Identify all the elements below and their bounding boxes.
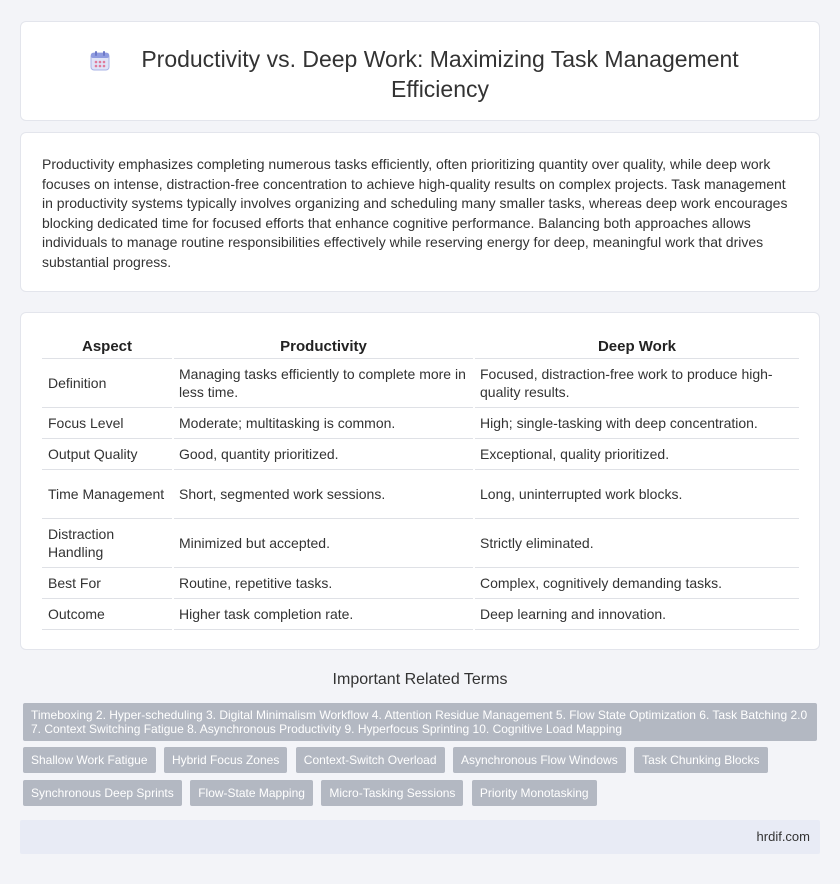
cell-productivity: Routine, repetitive tasks. — [173, 567, 474, 598]
related-term-tag[interactable]: Hybrid Focus Zones — [164, 747, 287, 773]
table-row — [42, 407, 799, 438]
cell-aspect: Best For — [42, 567, 173, 598]
cell-deep-work: High; single-tasking with deep concentration. — [474, 407, 799, 438]
related-term-tag[interactable]: Micro-Tasking Sessions — [321, 780, 463, 806]
related-term-tag[interactable]: Context-Switch Overload — [296, 747, 445, 773]
related-term-tag[interactable]: Timeboxing 2. Hyper-scheduling 3. Digital Minimalism Workflow 4. Attention Residue Management 5. Flow State Optimization 6. Task Batching 2.0 7. Context Switching Fatigue 8. Asynchronous Productivity 9. Hyperfocus Sprinting 10. Cognitive Load Mapping — [23, 703, 817, 741]
cell-aspect: Outcome — [42, 598, 173, 629]
table-row — [42, 518, 799, 567]
related-term-tag[interactable]: Synchronous Deep Sprints — [23, 780, 182, 806]
cell-deep-work: Long, uninterrupted work blocks. — [474, 469, 799, 518]
table-row — [42, 438, 799, 469]
intro-paragraph: Productivity emphasizes completing numerous tasks efficiently, often prioritizing quantity over quality, while deep work focuses on intense, distraction-free concentration to achieve high-quality results on complex projects. Task management in productivity systems typically involves organizing and scheduling many smaller tasks, whereas deep work encourages blocking dedicated time for focused efforts that enhance cognitive performance. Balancing both approaches allows individuals to manage routine responsibilities effectively while reserving energy for deep, meaningful work that drives substantial progress. — [42, 156, 788, 270]
related-term-tag[interactable]: Asynchronous Flow Windows — [453, 747, 626, 773]
related-terms-list — [23, 703, 819, 813]
related-term-tag[interactable]: Priority Monotasking — [472, 780, 597, 806]
related-term-tag[interactable]: Shallow Work Fatigue — [23, 747, 156, 773]
header-productivity: Productivity — [173, 334, 474, 358]
cell-deep-work: Exceptional, quality prioritized. — [474, 438, 799, 469]
title-card — [20, 21, 820, 121]
footer — [20, 820, 820, 854]
table-row — [42, 598, 799, 629]
header-deep-work: Deep Work — [474, 334, 799, 358]
cell-aspect: Output Quality — [42, 438, 173, 469]
intro-card — [20, 132, 820, 292]
table-row — [42, 567, 799, 598]
cell-aspect: Focus Level — [42, 407, 173, 438]
comparison-table — [42, 334, 799, 630]
cell-deep-work: Deep learning and innovation. — [474, 598, 799, 629]
cell-productivity: Short, segmented work sessions. — [173, 469, 474, 518]
related-term-tag[interactable]: Flow-State Mapping — [190, 780, 313, 806]
related-terms-heading: Important Related Terms — [332, 671, 508, 688]
table-row — [42, 358, 799, 407]
cell-deep-work: Focused, distraction-free work to produce high-quality results. — [474, 358, 799, 407]
cell-deep-work: Strictly eliminated. — [474, 518, 799, 567]
cell-productivity: Managing tasks efficiently to complete more in less time. — [173, 358, 474, 407]
cell-aspect: Distraction Handling — [42, 518, 173, 567]
cell-aspect: Definition — [42, 358, 173, 407]
page-title: Productivity vs. Deep Work: Maximizing Task Management Efficiency — [141, 46, 739, 102]
related-term-tag[interactable]: Task Chunking Blocks — [634, 747, 767, 773]
cell-productivity: Higher task completion rate. — [173, 598, 474, 629]
cell-productivity: Good, quantity prioritized. — [173, 438, 474, 469]
table-header-row — [42, 334, 799, 358]
cell-productivity: Moderate; multitasking is common. — [173, 407, 474, 438]
cell-aspect: Time Management — [42, 469, 173, 518]
table-row — [42, 469, 799, 518]
cell-productivity: Minimized but accepted. — [173, 518, 474, 567]
cell-deep-work: Complex, cognitively demanding tasks. — [474, 567, 799, 598]
comparison-card — [20, 312, 820, 650]
header-aspect: Aspect — [81, 338, 133, 356]
footer-site-link[interactable]: hrdif.com — [756, 829, 810, 844]
